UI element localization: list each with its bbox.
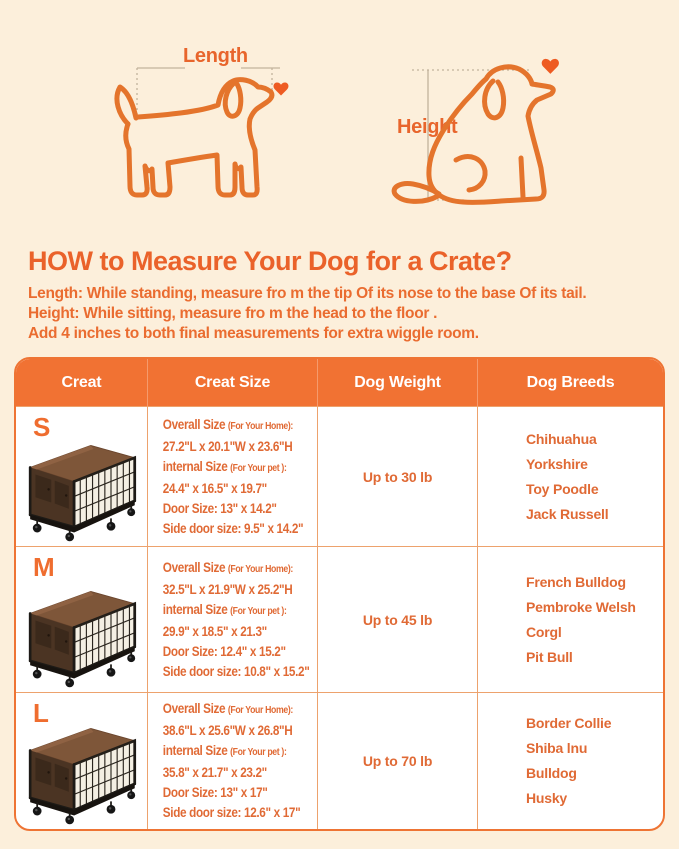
crate-size-cell (147, 547, 317, 692)
spec-internal-label: internal Size (For Your pet ): (162, 601, 287, 617)
standing-dog-illustration (100, 60, 300, 220)
crate-size-table (14, 357, 665, 831)
breed-item: Pembroke Welsh (526, 598, 636, 615)
spec-overall-label: Overall Size (For Your Home): (162, 416, 293, 432)
crate-image (24, 580, 140, 689)
header-creat: Creat (61, 373, 102, 391)
table-row-small (16, 406, 663, 546)
breed-item: French Bulldog (526, 573, 626, 590)
breed-item: Yorkshire (526, 455, 588, 472)
instruction-wiggle-room: Add 4 inches to both final measurements for extra wiggle room. (28, 325, 479, 342)
crate-cell (16, 547, 147, 692)
size-letter: L (33, 698, 49, 728)
spec-overall-value: 27.2"L x 20.1"W x 23.6"H (162, 438, 293, 454)
length-label: Length (183, 45, 248, 67)
crate-size-cell (147, 407, 317, 546)
header-dog-weight: Dog Weight (317, 359, 477, 406)
spec-internal-value: 24.4" x 16.5" x 19.7" (162, 480, 267, 496)
spec-overall-label: Overall Size (For Your Home): (162, 701, 293, 716)
dog-weight-cell: Up to 45 lb (317, 547, 477, 692)
spec-internal-label: internal Size (For Your pet ): (162, 458, 287, 474)
breed-item: Toy Poodle (526, 480, 599, 497)
breed-item: Jack Russell (526, 505, 609, 522)
breed-item: Border Collie (526, 715, 612, 731)
spec-internal-label: internal Size (For Your pet ): (162, 743, 287, 758)
dog-weight-cell: Up to 30 lb (317, 407, 477, 546)
dog-breeds-cell (477, 407, 663, 546)
header-creat-size: Creat Size (147, 359, 317, 406)
spec-internal-value: 35.8" x 21.7" x 23.2" (162, 765, 267, 780)
instruction-length: Length: While standing, measure fro m the tip Of its nose to the base Of its tail. (28, 285, 587, 302)
spec-door-size: Door Size: 13" x 14.2" (162, 500, 277, 516)
size-letter: M (33, 552, 55, 582)
measurement-diagram (0, 0, 679, 240)
spec-side-door-size: Side door size: 12.6" x 17" (162, 805, 301, 820)
dog-weight-cell: Up to 70 lb (317, 693, 477, 829)
spec-door-size: Door Size: 13" x 17" (162, 785, 268, 800)
sitting-dog-illustration (380, 55, 590, 225)
dog-breeds-cell (477, 547, 663, 692)
size-letter: S (33, 412, 51, 442)
crate-cell (16, 407, 147, 546)
breed-item: Bulldog (526, 765, 577, 781)
spec-overall-value: 38.6"L x 25.6"W x 26.8"H (162, 723, 293, 738)
page-title: HOW to Measure Your Dog for a Crate? (28, 246, 512, 276)
measuring-instructions (28, 284, 651, 344)
table-header-row (16, 359, 663, 406)
breed-item: Husky (526, 790, 568, 806)
header-dog-breeds: Dog Breeds (477, 359, 663, 406)
spec-overall-label: Overall Size (For Your Home): (162, 559, 293, 575)
spec-side-door-size: Side door size: 10.8" x 15.2" (162, 663, 310, 679)
spec-side-door-size: Side door size: 9.5" x 14.2" (162, 520, 304, 536)
breed-item: Shiba lnu (526, 740, 588, 756)
spec-internal-value: 29.9" x 18.5" x 21.3" (162, 623, 267, 639)
dog-breeds-cell (477, 693, 663, 829)
crate-size-cell (147, 693, 317, 829)
crate-image (24, 434, 140, 543)
instruction-height: Height: While sitting, measure fro m the head to the floor . (28, 305, 438, 322)
table-row-medium (16, 546, 663, 692)
height-label: Height (394, 116, 460, 139)
heart-icon (542, 59, 559, 74)
table-row-large (16, 692, 663, 829)
crate-cell (16, 693, 147, 829)
breed-item: Pit Bull (526, 648, 573, 665)
spec-overall-value: 32.5"L x 21.9"W x 25.2"H (162, 581, 293, 597)
spec-door-size: Door Size: 12.4" x 15.2" (162, 643, 286, 659)
breed-item: Corgl (526, 623, 562, 640)
crate-image (24, 717, 140, 826)
breed-item: Chihuahua (526, 430, 597, 447)
heart-icon (274, 83, 289, 96)
